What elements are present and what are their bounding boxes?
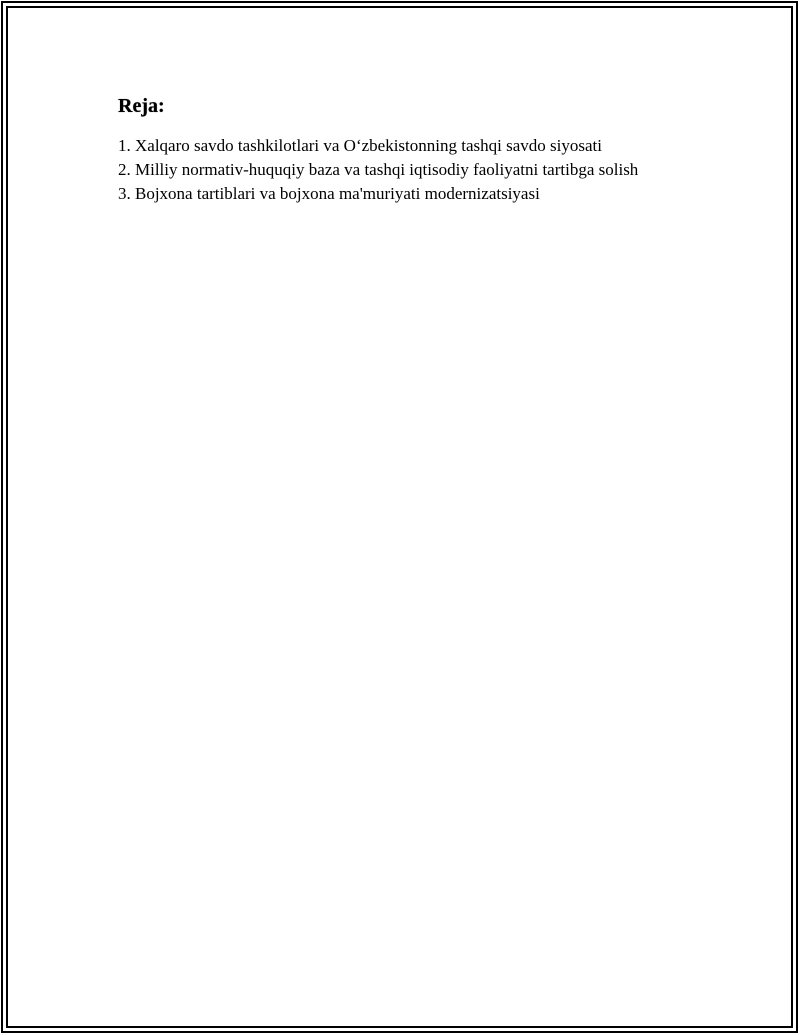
- plan-item-2: 2. Milliy normativ-huquqiy baza va tashqi iqtisodiy faoliyatni tartibga solish: [118, 160, 639, 179]
- plan-list: [118, 134, 718, 206]
- plan-item-3: 3. Bojxona tartiblari va bojxona ma'muriyati modernizatsiyasi: [118, 184, 540, 203]
- plan-item-1: 1. Xalqaro savdo tashkilotlari va O‘zbekistonning tashqi savdo siyosati: [118, 136, 602, 155]
- document-content: [118, 94, 718, 206]
- plan-heading: Reja:: [118, 95, 165, 117]
